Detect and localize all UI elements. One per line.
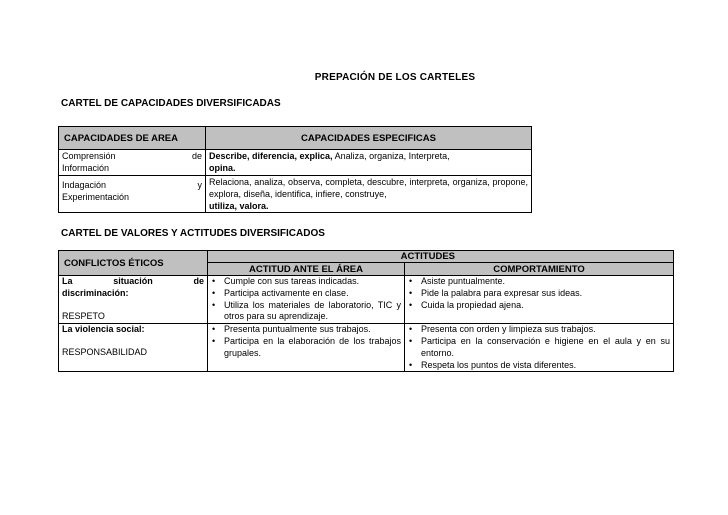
capacidades-section-title: CARTEL DE CAPACIDADES DIVERSIFICADAS (61, 98, 281, 109)
valores-section-title: CARTEL DE VALORES Y ACTITUDES DIVERSIFICADOS (61, 228, 325, 239)
capacidad-text: Analiza, organiza, Interpreta, (332, 151, 450, 161)
list-item: • Pide la palabra para expresar sus ideas. (408, 288, 670, 300)
header-capacidades-area: CAPACIDADES DE AREA (59, 127, 206, 150)
capacidad-bold-text: utiliza, valora. (209, 201, 269, 212)
list-item: • Participa activamente en clase. (211, 288, 401, 300)
capacidades-header-row (59, 127, 532, 150)
table-row (59, 324, 674, 372)
valor-label: RESPONSABILIDAD (62, 346, 148, 357)
conflicto-cell (59, 276, 208, 324)
conflicto-word: de (193, 276, 204, 286)
valores-table (58, 250, 674, 372)
header-conflictos-eticos: CONFLICTOS ÉTICOS (59, 251, 208, 276)
capacidad-text: Relaciona, analiza, observa, completa, descubre, interpreta, organiza, propone, explora, diseña, identifica, infiere, construye, (209, 176, 528, 199)
capacidad-area-cell (59, 150, 206, 176)
list-item: • Presenta puntualmente sus trabajos. (211, 324, 401, 336)
valor-label: RESPETO (62, 310, 105, 321)
conflicto-cell (59, 324, 208, 372)
document-title: PREPACIÓN DE LOS CARTELES (314, 72, 476, 83)
capacidad-area-line: Información (62, 163, 110, 174)
list-item: • Cuida la propiedad ajena. (408, 300, 670, 312)
list-item: • Presenta con orden y limpieza sus trabajos. (408, 324, 670, 336)
capacidad-bold-text: opina. (209, 163, 236, 174)
valores-header-row (59, 251, 674, 263)
capacidad-bold-text: Describe, diferencia, explica, (209, 151, 333, 161)
conflicto-word: situación (113, 276, 153, 286)
header-comportamiento: COMPORTAMIENTO (405, 263, 674, 276)
conflicto-line: La violencia social: (62, 324, 145, 335)
list-item: • Cumple con sus tareas indicadas. (211, 276, 401, 288)
comportamiento-cell (405, 276, 674, 324)
capacidad-area-word: Comprensión (62, 151, 116, 161)
capacidades-table (58, 126, 532, 213)
conflicto-word: La (62, 276, 73, 286)
list-item: • Participa en la conservación e higiene en el aula y en su entorno. (408, 336, 670, 360)
conflicto-line: discriminación: (62, 287, 129, 298)
actitud-cell (208, 276, 405, 324)
capacidad-area-word: y (197, 179, 202, 190)
capacidad-area-word: Indagación (62, 179, 107, 190)
capacidad-area-cell (59, 175, 206, 213)
list-item: • Utiliza los materiales de laboratorio, TIC y otros para su aprendizaje. (211, 300, 401, 324)
comportamiento-cell (405, 324, 674, 372)
capacidad-especifica-cell (206, 150, 532, 176)
list-item: • Participa en la elaboración de los trabajos grupales. (211, 336, 401, 360)
header-actitud-area: ACTITUD ANTE EL ÁREA (208, 263, 405, 276)
table-row (59, 150, 532, 176)
list-item: • Asiste puntualmente. (408, 276, 670, 288)
table-row (59, 276, 674, 324)
header-capacidades-especificas: CAPACIDADES ESPECIFICAS (206, 127, 532, 150)
table-row (59, 175, 532, 213)
list-item: • Respeta los puntos de vista diferentes. (408, 360, 670, 372)
actitud-cell (208, 324, 405, 372)
capacidad-especifica-cell (206, 175, 532, 213)
capacidad-area-word: de (191, 151, 202, 161)
header-actitudes: ACTITUDES (208, 251, 674, 263)
capacidad-area-line: Experimentación (62, 191, 130, 202)
